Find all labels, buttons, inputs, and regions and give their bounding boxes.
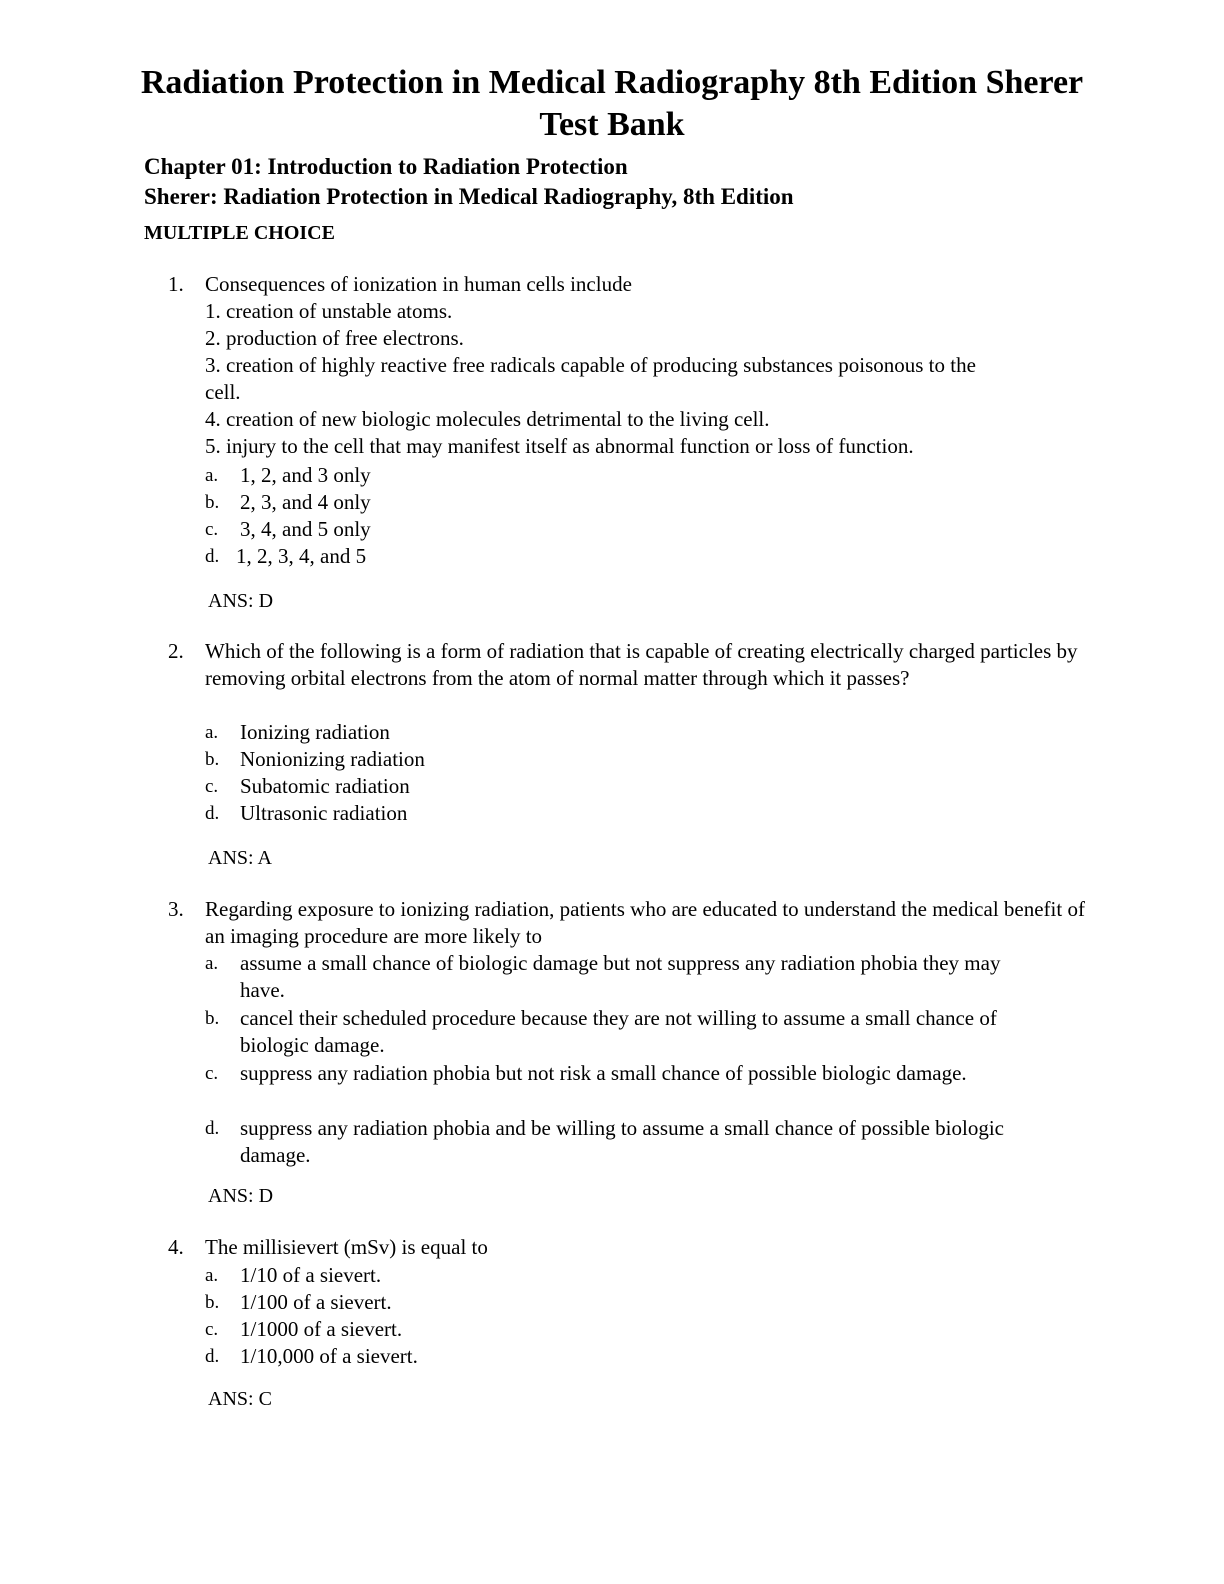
option-text: Nonionizing radiation xyxy=(240,747,425,771)
option-text: 1, 2, and 3 only xyxy=(240,463,371,487)
option-letter: c. xyxy=(205,776,219,797)
option-text: Ultrasonic radiation xyxy=(240,801,408,825)
option-letter: d. xyxy=(205,1346,220,1367)
statement-item: 2. production of free electrons. xyxy=(205,326,464,350)
option-text: suppress any radiation phobia but not risk a small chance of possible biologic damage. xyxy=(240,1061,967,1085)
option-letter: a. xyxy=(205,953,219,974)
option-text: 3, 4, and 5 only xyxy=(240,517,371,541)
option-text: 1/1000 of a sievert. xyxy=(240,1317,403,1341)
option-letter: a. xyxy=(205,1265,219,1286)
option-letter: b. xyxy=(205,492,220,513)
option-text: cancel their scheduled procedure because they are not willing to assume a small chance of biologic damage. xyxy=(240,1006,997,1057)
document-title xyxy=(100,62,1124,146)
answer-key: ANS: D xyxy=(208,1185,274,1207)
option-text: 1/10,000 of a sievert. xyxy=(240,1344,418,1368)
option-letter: a. xyxy=(205,465,219,486)
option-letter: b. xyxy=(205,749,220,770)
option-text: 2, 3, and 4 only xyxy=(240,490,371,514)
question-number: 3. xyxy=(168,897,184,921)
option-letter: b. xyxy=(205,1008,220,1029)
option-letter: c. xyxy=(205,519,219,540)
option-letter: b. xyxy=(205,1292,220,1313)
answer-key: ANS: D xyxy=(208,590,274,612)
option-letter: c. xyxy=(205,1063,219,1084)
answer-key: ANS: A xyxy=(208,847,272,869)
answer-key: ANS: C xyxy=(208,1388,272,1410)
book-heading: Sherer: Radiation Protection in Medical Radiography, 8th Edition xyxy=(144,184,794,209)
option-text: 1/100 of a sievert. xyxy=(240,1290,392,1314)
question-stem: Which of the following is a form of radiation that is capable of creating electrically charged particles by removing orbital electrons from the atom of normal matter through which it passes? xyxy=(205,639,1078,690)
question-stem: Consequences of ionization in human cells include xyxy=(205,272,632,296)
option-text: 1/10 of a sievert. xyxy=(240,1263,382,1287)
option-text: Ionizing radiation xyxy=(240,720,390,744)
statement-item: 5. injury to the cell that may manifest itself as abnormal function or loss of function. xyxy=(205,434,914,458)
statement-item: 4. creation of new biologic molecules detrimental to the living cell. xyxy=(205,407,770,431)
statement-item: 1. creation of unstable atoms. xyxy=(205,299,453,323)
option-letter: c. xyxy=(205,1319,219,1340)
option-letter: d. xyxy=(205,803,220,824)
option-letter: a. xyxy=(205,722,219,743)
question-number: 4. xyxy=(168,1235,184,1259)
chapter-heading: Chapter 01: Introduction to Radiation Protection xyxy=(144,154,628,179)
statement-item: cell. xyxy=(205,380,241,404)
section-heading: MULTIPLE CHOICE xyxy=(144,222,335,244)
document-title-line-1: Radiation Protection in Medical Radiography 8th Edition Sherer xyxy=(140,64,1084,101)
option-text: Subatomic radiation xyxy=(240,774,410,798)
question-number: 2. xyxy=(168,639,184,663)
option-text: assume a small chance of biologic damage but not suppress any radiation phobia they may have. xyxy=(240,951,1001,1002)
question-stem: Regarding exposure to ionizing radiation, patients who are educated to understand the medical benefit of an imaging procedure are more likely to xyxy=(205,897,1085,948)
option-letter: d. xyxy=(205,546,220,567)
option-letter: d. xyxy=(205,1118,220,1139)
question-stem: The millisievert (mSv) is equal to xyxy=(205,1235,488,1259)
document-title-line-2: Test Bank xyxy=(539,106,685,143)
option-text: suppress any radiation phobia and be willing to assume a small chance of possible biologic damage. xyxy=(240,1116,1004,1167)
question-number: 1. xyxy=(168,272,184,296)
option-text: 1, 2, 3, 4, and 5 xyxy=(236,544,367,568)
statement-item: 3. creation of highly reactive free radicals capable of producing substances poisonous to the xyxy=(205,353,976,377)
